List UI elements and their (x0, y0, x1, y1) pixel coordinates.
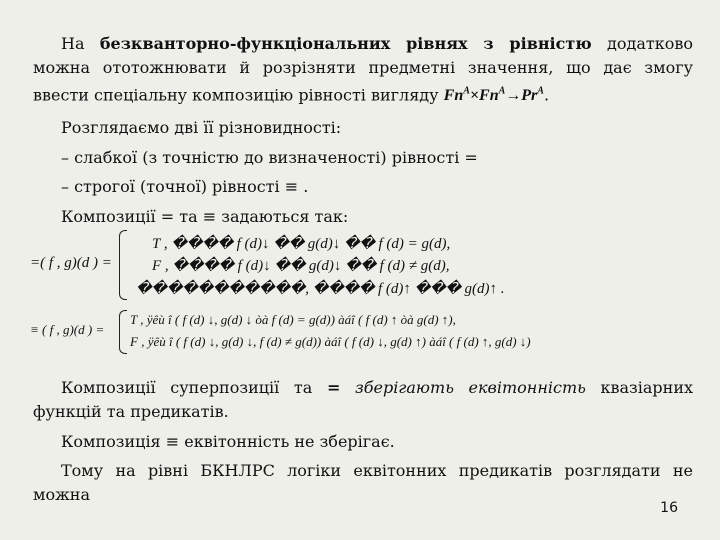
strict-equality-item: – строгої (точної) рівності ≡ . (61, 177, 309, 196)
page-number: 16 (660, 500, 678, 516)
formula2-brace (119, 310, 127, 354)
italic-term: зберігають еквітонність (354, 378, 586, 397)
formula1-brace (119, 230, 127, 300)
formula2-lhs: ≡ ( f , g)(d ) = (30, 322, 105, 337)
formula1-row3: �����������, ���� f (d)↑ ��� g(d)↑ . (136, 281, 505, 297)
intro-paragraph: На безкванторно-функціональних рівнях з рівністю додатково можна ототожнювати й розрізняти предметні значення, що дає змогу ввести спеціальну композицію рівності вигляду $Fn^A\times Fn^A\to Pr^A$. (33, 34, 694, 105)
strict-composition-note: Композиція ≡ еквітонність не зберігає. (61, 432, 395, 451)
formula1-row2: F , ���� f (d)↓ �� g(d)↓ �� f (d) ≠ g(d), (152, 258, 450, 274)
varieties-intro: Розглядаємо дві її різновидності: (61, 118, 342, 137)
superposition-paragraph: Композиції суперпозиції та = зберігають еквітонність квазіарних функцій та предикатів. (33, 378, 694, 421)
bold-term: безкванторно-функціональних рівнях з рівністю (99, 34, 592, 53)
formula2-row1: T , ÿêù î ( f (d) ↓, g(d) ↓ òà f (d) = g(d)) àáî ( f (d) ↑ òà g(d) ↑), (130, 312, 456, 327)
formula1-row1: T , ���� f (d)↓ �� g(d)↓ �� f (d) = g(d), (152, 236, 451, 252)
composition-formula: $Fn^A\times Fn^A\to Pr^A$ (443, 86, 544, 105)
formula2-row2: F , ÿêù î ( f (d) ↓, g(d) ↓, f (d) ≠ g(d)) àáî ( f (d) ↓, g(d) ↑) àáî ( f (d) ↑, g(d) ↓) (130, 334, 531, 349)
weak-equality-item: – слабкої (з точністю до визначеності) рівності = (61, 148, 478, 167)
conclusion-paragraph: Тому на рівні БКНЛРС логіки еквітонних предикатів розглядати не можна (33, 461, 693, 504)
definition-intro: Композиції = та ≡ задаються так: (61, 207, 349, 226)
formula1-lhs: =( f , g)(d ) = (30, 255, 112, 271)
